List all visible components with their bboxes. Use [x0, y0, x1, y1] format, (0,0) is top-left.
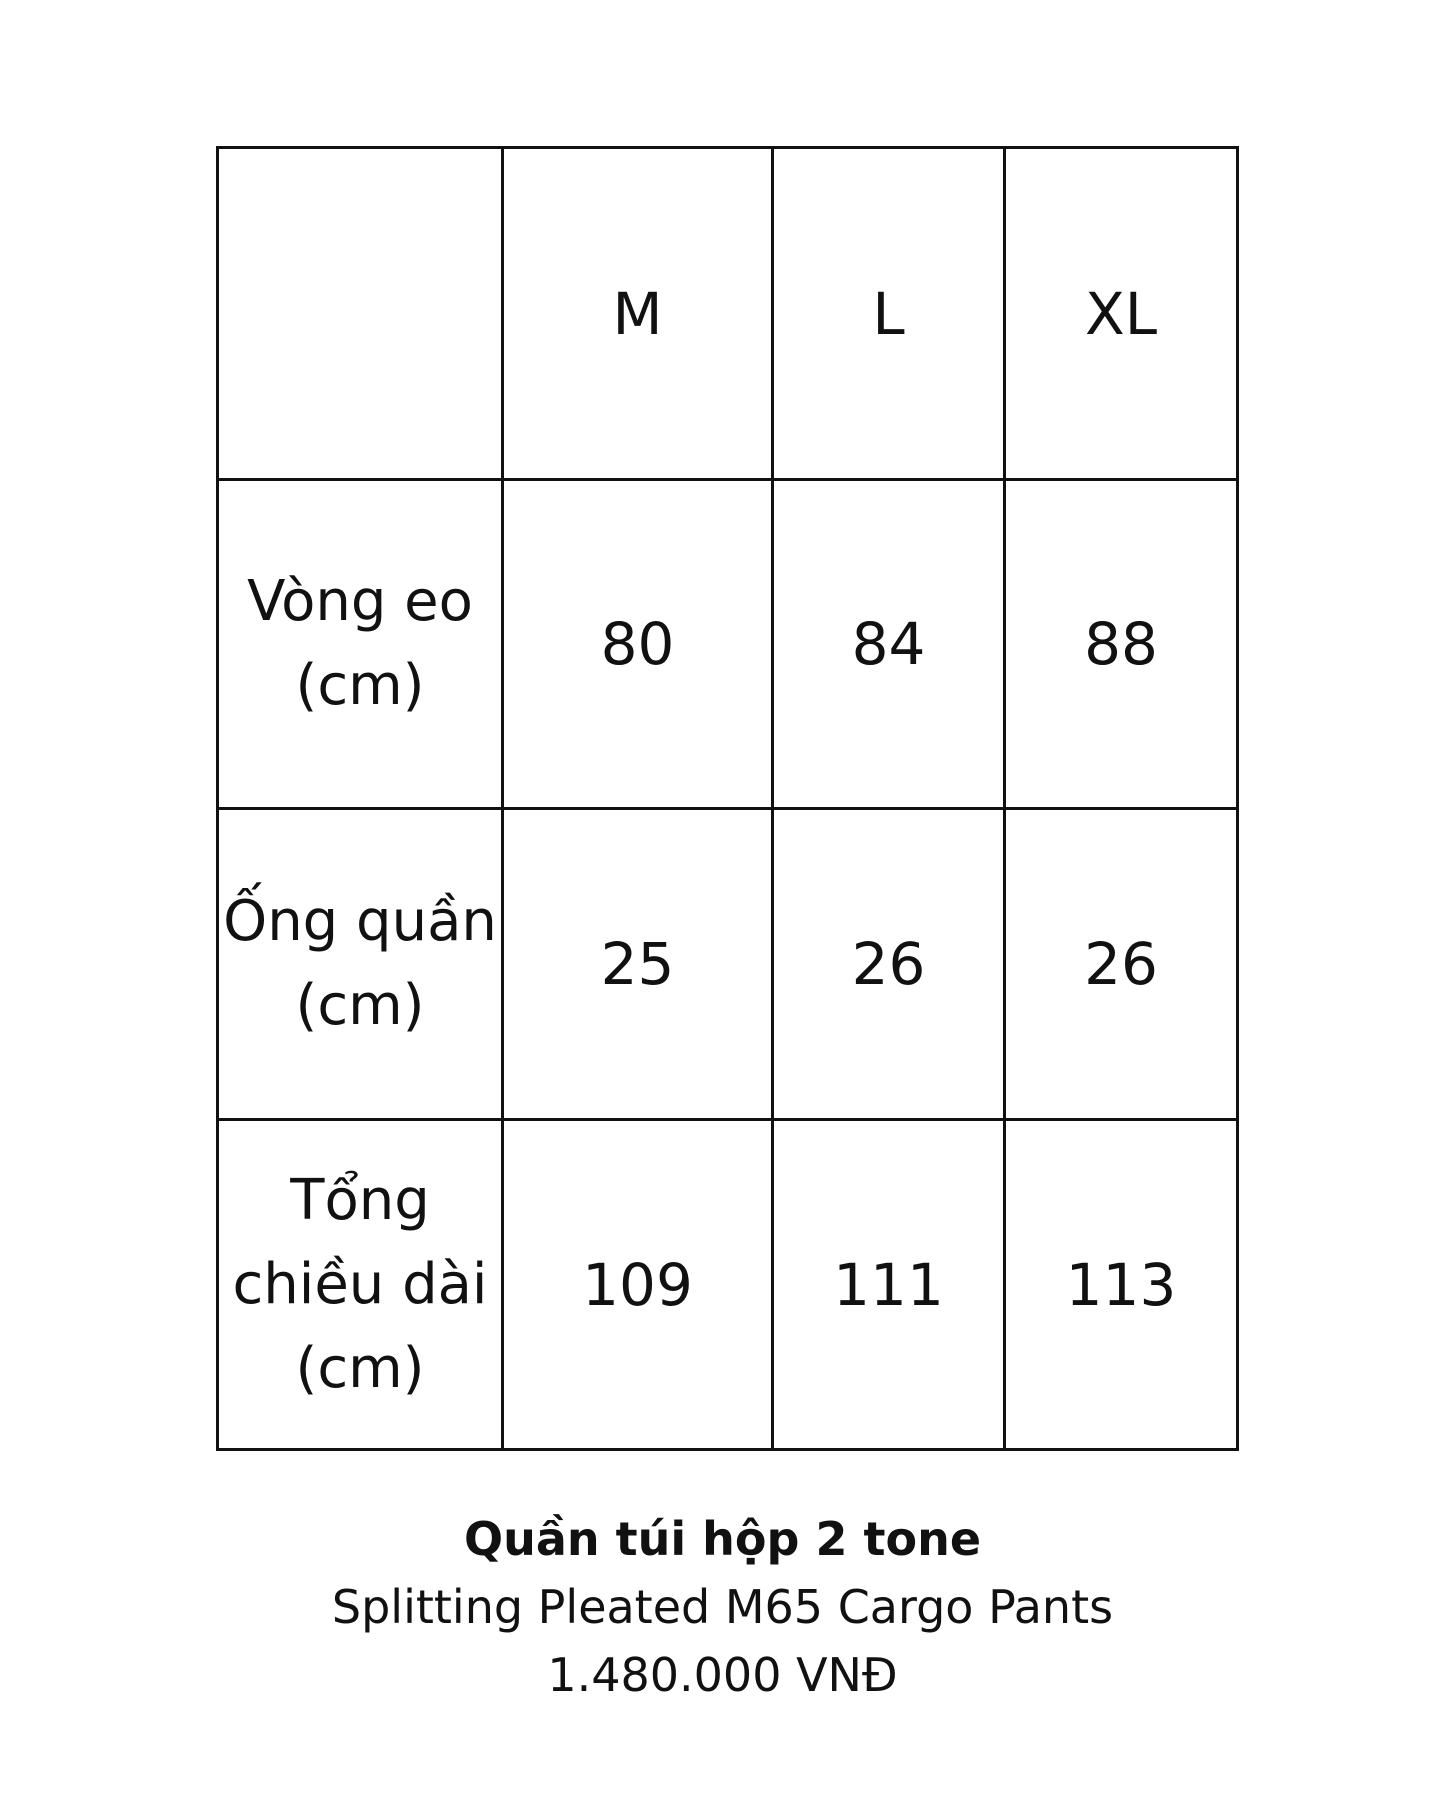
row-label-leg-opening: Ống quần (cm)	[218, 809, 503, 1120]
header-size-l: L	[773, 148, 1005, 480]
product-caption	[0, 1505, 1445, 1709]
row-label-waist: Vòng eo (cm)	[218, 480, 503, 809]
product-name: Quần túi hộp 2 tone	[463, 1512, 982, 1566]
size-chart-table	[216, 146, 1239, 1451]
leg-m-value: 25	[503, 809, 773, 1120]
header-size-m: M	[503, 148, 773, 480]
product-subtitle: Splitting Pleated M65 Cargo Pants	[331, 1580, 1114, 1634]
product-price: 1.480.000 VNĐ	[547, 1648, 898, 1702]
leg-l-value: 26	[773, 809, 1005, 1120]
waist-xl-value: 88	[1005, 480, 1238, 809]
header-empty-cell	[218, 148, 503, 480]
row-label-total-length: Tổng chiều dài (cm)	[218, 1120, 503, 1450]
length-xl-value: 113	[1005, 1120, 1238, 1450]
leg-xl-value: 26	[1005, 809, 1238, 1120]
length-m-value: 109	[503, 1120, 773, 1450]
table-header-row	[218, 148, 1238, 480]
table-row	[218, 809, 1238, 1120]
table-row	[218, 1120, 1238, 1450]
waist-l-value: 84	[773, 480, 1005, 809]
table-row	[218, 480, 1238, 809]
length-l-value: 111	[773, 1120, 1005, 1450]
header-size-xl: XL	[1005, 148, 1238, 480]
waist-m-value: 80	[503, 480, 773, 809]
